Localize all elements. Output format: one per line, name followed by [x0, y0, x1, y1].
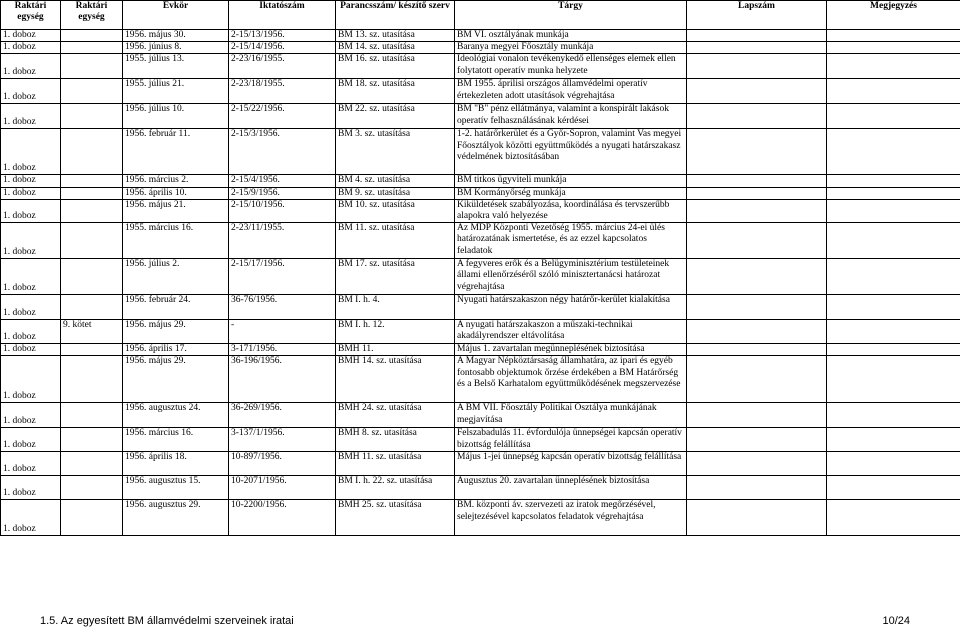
table-row — [1, 259, 960, 295]
ref-number-cell: 2-15/22/1956. — [229, 104, 336, 129]
ref-number-cell: 36-76/1956. — [229, 295, 336, 320]
doboz-cell: 1. doboz — [1, 79, 61, 104]
order-cell: BMH 11. — [336, 344, 455, 356]
doboz-cell: 1. doboz — [1, 295, 61, 320]
doboz-cell: 1. doboz — [1, 428, 61, 452]
table-row — [1, 476, 960, 500]
order-cell: BM 14. sz. utasítása — [336, 42, 455, 54]
order-cell: BM 4. sz. utasítása — [336, 175, 455, 187]
ref-number-cell: 2-15/9/1956. — [229, 187, 336, 199]
page-number-cell — [687, 79, 827, 104]
date-cell: 1956. augusztus 29. — [123, 500, 229, 536]
unit-cell — [61, 129, 123, 175]
header-subject: Tárgy — [455, 1, 687, 30]
unit-cell — [61, 356, 123, 403]
unit-cell — [61, 199, 123, 222]
subject-cell: Felszabadulás 11. évfordulója ünnepségei kapcsán operatív bizottság felállítása — [455, 428, 687, 452]
ref-number-cell: 3-137/1/1956. — [229, 428, 336, 452]
unit-cell — [61, 30, 123, 42]
header-row — [1, 1, 960, 30]
order-cell: BMH 24. sz. utasítása — [336, 403, 455, 428]
date-cell: 1956. május 29. — [123, 320, 229, 344]
date-cell: 1956. május 30. — [123, 30, 229, 42]
order-cell: BM I. h. 4. — [336, 295, 455, 320]
subject-cell: 1-2. határőrkerület és a Győr-Sopron, valamint Vas megyei Főosztályok közötti együttműködés a nyugati határszakasz védelmének biztosításában — [455, 129, 687, 175]
unit-cell — [61, 259, 123, 295]
page-number-cell — [687, 452, 827, 476]
note-cell — [827, 320, 960, 344]
page-number-cell — [687, 500, 827, 536]
note-cell — [827, 476, 960, 500]
subject-cell: Baranya megyei Főosztály munkája — [455, 42, 687, 54]
date-cell: 1956. március 16. — [123, 428, 229, 452]
doboz-cell: 1. doboz — [1, 199, 61, 222]
header-year: Évkör — [123, 1, 229, 30]
doboz-cell: 1. doboz — [1, 175, 61, 187]
table-row — [1, 403, 960, 428]
table-row — [1, 295, 960, 320]
unit-cell — [61, 104, 123, 129]
order-cell: BM 10. sz. utasítása — [336, 199, 455, 222]
header-order: Parancsszám/ készítő szerv — [336, 1, 455, 30]
doboz-cell: 1. doboz — [1, 104, 61, 129]
header-ref-number: Iktatószám — [229, 1, 336, 30]
note-cell — [827, 452, 960, 476]
ref-number-cell: 2-15/4/1956. — [229, 175, 336, 187]
ref-number-cell: 36-196/1956. — [229, 356, 336, 403]
subject-cell: Az MDP Központi Vezetőség 1955. március 24-ei ülés határozatának ismertetése, és az ezzel kapcsolatos feladatok — [455, 223, 687, 259]
page-number-cell — [687, 199, 827, 222]
subject-cell: BM "B" pénz ellátmánya, valamint a konspirált lakások operatív felhasználásának kérdései — [455, 104, 687, 129]
date-cell: 1955. július 13. — [123, 54, 229, 79]
footer-title: 1.5. Az egyesített BM államvédelmi szerveinek iratai — [40, 615, 294, 627]
subject-cell: A BM VII. Főosztály Politikai Osztálya munkájának megjavítása — [455, 403, 687, 428]
ref-number-cell: 2-23/11/1955. — [229, 223, 336, 259]
page-number-cell — [687, 295, 827, 320]
unit-cell — [61, 42, 123, 54]
order-cell: BMH 25. sz. utasítása — [336, 500, 455, 536]
note-cell — [827, 500, 960, 536]
table-row — [1, 320, 960, 344]
date-cell: 1956. június 8. — [123, 42, 229, 54]
subject-cell: A fegyveres erők és a Belügyminisztérium testületeinek állami ellenőrzéséről szóló minisztertanácsi határozat végrehajtása — [455, 259, 687, 295]
table-row — [1, 452, 960, 476]
table-row — [1, 223, 960, 259]
doboz-cell: 1. doboz — [1, 223, 61, 259]
note-cell — [827, 42, 960, 54]
subject-cell: BM Kormányőrség munkája — [455, 187, 687, 199]
ref-number-cell: 10-2071/1956. — [229, 476, 336, 500]
subject-cell: Ideológiai vonalon tevékenykedő ellenséges elemek ellen folytatott operatív munka helyzete — [455, 54, 687, 79]
subject-cell: Augusztus 20. zavartalan ünneplésének biztosítása — [455, 476, 687, 500]
header-box: Raktári egység — [1, 1, 61, 30]
note-cell — [827, 104, 960, 129]
unit-cell — [61, 295, 123, 320]
note-cell — [827, 54, 960, 79]
subject-cell: BM. központi áv. szervezeti az iratok megőrzésével, selejtezésével kapcsolatos feladatok végrehajtása — [455, 500, 687, 536]
doboz-cell: 1. doboz — [1, 42, 61, 54]
doboz-cell: 1. doboz — [1, 476, 61, 500]
doboz-cell: 1. doboz — [1, 320, 61, 344]
page-number-cell — [687, 344, 827, 356]
date-cell: 1956. április 17. — [123, 344, 229, 356]
ref-number-cell: 2-15/17/1956. — [229, 259, 336, 295]
ref-number-cell: 10-897/1956. — [229, 452, 336, 476]
doboz-cell: 1. doboz — [1, 500, 61, 536]
unit-cell — [61, 500, 123, 536]
order-cell: BM 17. sz. utasítása — [336, 259, 455, 295]
table-row — [1, 175, 960, 187]
doboz-cell: 1. doboz — [1, 344, 61, 356]
table-row — [1, 30, 960, 42]
table-row — [1, 42, 960, 54]
date-cell: 1955. július 21. — [123, 79, 229, 104]
date-cell: 1956. július 2. — [123, 259, 229, 295]
ref-number-cell: 3-171/1956. — [229, 344, 336, 356]
note-cell — [827, 30, 960, 42]
page-number-cell — [687, 320, 827, 344]
table-row — [1, 129, 960, 175]
unit-cell — [61, 175, 123, 187]
doboz-cell: 1. doboz — [1, 187, 61, 199]
table-row — [1, 79, 960, 104]
subject-cell: A nyugati határszakaszon a műszaki-technikai akadályrendszer eltávolítása — [455, 320, 687, 344]
unit-cell: 9. kötet — [61, 320, 123, 344]
subject-cell: BM 1955. áprilisi országos államvédelmi operatív értekezleten adott utasítások végrehajtása — [455, 79, 687, 104]
page-number-cell — [687, 175, 827, 187]
ref-number-cell: 2-23/18/1955. — [229, 79, 336, 104]
order-cell: BM 9. sz. utasítása — [336, 187, 455, 199]
doboz-cell: 1. doboz — [1, 403, 61, 428]
page-number-cell — [687, 428, 827, 452]
doboz-cell: 1. doboz — [1, 259, 61, 295]
order-cell: BMH 8. sz. utasítása — [336, 428, 455, 452]
table-row — [1, 199, 960, 222]
header-unit: Raktári egység — [61, 1, 123, 30]
note-cell — [827, 295, 960, 320]
unit-cell — [61, 428, 123, 452]
ref-number-cell: 2-15/3/1956. — [229, 129, 336, 175]
header-note: Megjegyzés — [827, 1, 960, 30]
subject-cell: BM titkos ügyviteli munkája — [455, 175, 687, 187]
table-row — [1, 428, 960, 452]
page-footer — [0, 612, 960, 630]
ref-number-cell: 2-15/10/1956. — [229, 199, 336, 222]
page-number-cell — [687, 42, 827, 54]
ref-number-cell: 2-15/13/1956. — [229, 30, 336, 42]
date-cell: 1955. március 16. — [123, 223, 229, 259]
page-number-cell — [687, 403, 827, 428]
note-cell — [827, 79, 960, 104]
unit-cell — [61, 344, 123, 356]
footer-page-number: 10/24 — [882, 615, 910, 627]
doboz-cell: 1. doboz — [1, 54, 61, 79]
note-cell — [827, 259, 960, 295]
table-row — [1, 54, 960, 79]
subject-cell: Kiküldetések szabályozása, koordinálása és tervszerűbb alapokra való helyezése — [455, 199, 687, 222]
order-cell: BM 22. sz. utasítása — [336, 104, 455, 129]
date-cell: 1956. augusztus 15. — [123, 476, 229, 500]
subject-cell: Nyugati határszakaszon négy határőr-kerület kialakítása — [455, 295, 687, 320]
doboz-cell: 1. doboz — [1, 30, 61, 42]
table-row — [1, 356, 960, 403]
page-number-cell — [687, 30, 827, 42]
page-number-cell — [687, 187, 827, 199]
note-cell — [827, 403, 960, 428]
date-cell: 1956. február 24. — [123, 295, 229, 320]
ref-number-cell: 36-269/1956. — [229, 403, 336, 428]
page-number-cell — [687, 356, 827, 403]
unit-cell — [61, 476, 123, 500]
doboz-cell: 1. doboz — [1, 452, 61, 476]
note-cell — [827, 175, 960, 187]
subject-cell: Május 1-jei ünnepség kapcsán operatív bizottság felállítása — [455, 452, 687, 476]
page-number-cell — [687, 104, 827, 129]
date-cell: 1956. augusztus 24. — [123, 403, 229, 428]
note-cell — [827, 199, 960, 222]
unit-cell — [61, 403, 123, 428]
date-cell: 1956. május 29. — [123, 356, 229, 403]
table-row — [1, 187, 960, 199]
order-cell: BM 18. sz. utasítása — [336, 79, 455, 104]
order-cell: BM I. h. 12. — [336, 320, 455, 344]
ref-number-cell: 10-2200/1956. — [229, 500, 336, 536]
subject-cell: Május 1. zavartalan megünneplésének biztosítása — [455, 344, 687, 356]
date-cell: 1956. április 10. — [123, 187, 229, 199]
table-row — [1, 344, 960, 356]
date-cell: 1956. február 11. — [123, 129, 229, 175]
date-cell: 1956. március 2. — [123, 175, 229, 187]
unit-cell — [61, 187, 123, 199]
note-cell — [827, 428, 960, 452]
doboz-cell: 1. doboz — [1, 356, 61, 403]
table-row — [1, 104, 960, 129]
note-cell — [827, 129, 960, 175]
note-cell — [827, 356, 960, 403]
table-body — [1, 30, 960, 536]
date-cell: 1956. április 18. — [123, 452, 229, 476]
note-cell — [827, 344, 960, 356]
subject-cell: BM VI. osztályának munkája — [455, 30, 687, 42]
page-number-cell — [687, 223, 827, 259]
table-row — [1, 500, 960, 536]
ref-number-cell: - — [229, 320, 336, 344]
doboz-cell: 1. doboz — [1, 129, 61, 175]
ref-number-cell: 2-15/14/1956. — [229, 42, 336, 54]
order-cell: BM 13. sz. utasítása — [336, 30, 455, 42]
order-cell: BMH 14. sz. utasítása — [336, 356, 455, 403]
page-number-cell — [687, 476, 827, 500]
subject-cell: A Magyar Népköztársaság államhatára, az ipari és egyéb fontosabb objektumok őrzése érdekében a BM Határőrség és a Belső Karhatalom együttműködésének megszervezése — [455, 356, 687, 403]
order-cell: BM I. h. 22. sz. utasítása — [336, 476, 455, 500]
unit-cell — [61, 79, 123, 104]
header-page-number: Lapszám — [687, 1, 827, 30]
date-cell: 1956. május 21. — [123, 199, 229, 222]
page-number-cell — [687, 54, 827, 79]
page-number-cell — [687, 129, 827, 175]
unit-cell — [61, 452, 123, 476]
unit-cell — [61, 54, 123, 79]
order-cell: BM 11. sz. utasítása — [336, 223, 455, 259]
ref-number-cell: 2-23/16/1955. — [229, 54, 336, 79]
page-number-cell — [687, 259, 827, 295]
unit-cell — [61, 223, 123, 259]
order-cell: BMH 11. sz. utasítása — [336, 452, 455, 476]
note-cell — [827, 187, 960, 199]
order-cell: BM 16. sz. utasítása — [336, 54, 455, 79]
date-cell: 1956. július 10. — [123, 104, 229, 129]
note-cell — [827, 223, 960, 259]
order-cell: BM 3. sz. utasítása — [336, 129, 455, 175]
